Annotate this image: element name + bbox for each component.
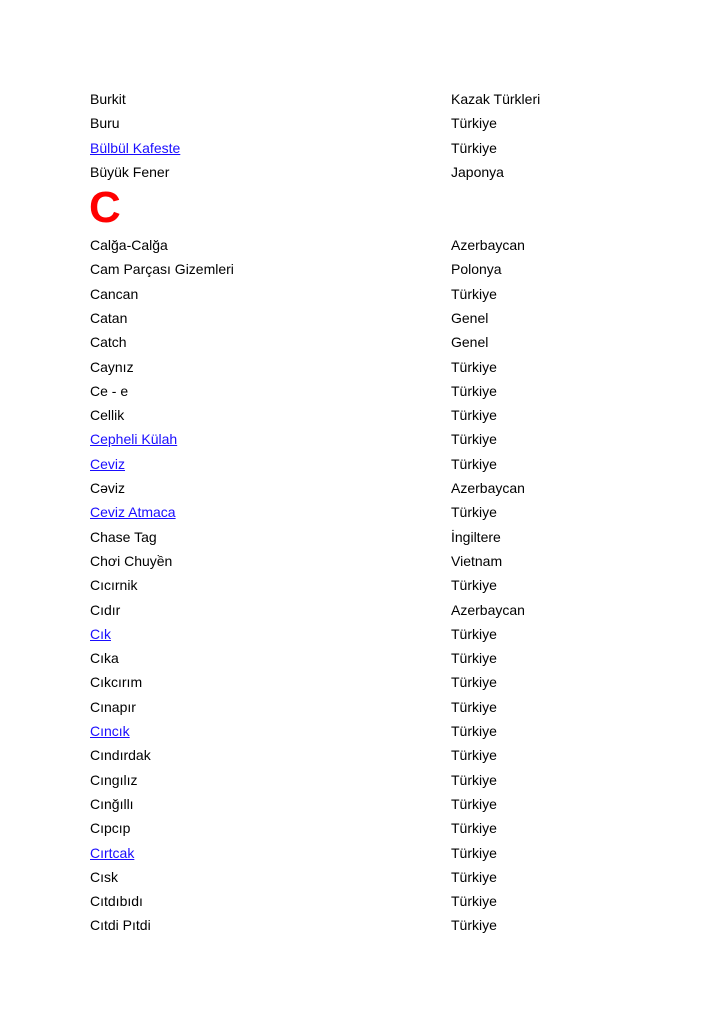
game-name: Calğa-Calğa xyxy=(90,237,168,253)
list-item xyxy=(90,793,650,815)
list-item xyxy=(90,380,650,402)
game-name: Cancan xyxy=(90,285,139,302)
list-item xyxy=(90,769,650,791)
game-name-link[interactable]: Cepheli Külah xyxy=(90,431,178,448)
list-item xyxy=(90,283,650,305)
list-item xyxy=(90,526,650,548)
list-item xyxy=(90,88,650,110)
list-item xyxy=(90,258,650,280)
list-item xyxy=(90,550,650,572)
list-item xyxy=(90,842,650,864)
game-name: Buru xyxy=(90,115,120,132)
country-name: Türkiye xyxy=(451,917,497,934)
list-item xyxy=(90,161,650,183)
country-name: Türkiye xyxy=(451,407,497,424)
country-name: Türkiye xyxy=(451,698,497,715)
game-name: Cıcırnik xyxy=(90,577,138,594)
game-name: Cıngılız xyxy=(90,771,138,788)
country-name: Türkiye xyxy=(451,747,497,764)
list-item xyxy=(90,307,650,329)
game-name: Catch xyxy=(90,334,127,351)
list-item xyxy=(90,404,650,426)
game-name: Cıpcıp xyxy=(90,820,131,837)
game-name: Cellik xyxy=(90,407,125,424)
game-name: Catan xyxy=(90,309,128,326)
game-name: Cıtdıbıdı xyxy=(90,893,143,910)
list-item xyxy=(90,647,650,669)
country-name: Türkiye xyxy=(451,650,497,667)
game-name-link[interactable]: Bülbül Kafeste xyxy=(90,139,181,156)
list-item xyxy=(90,501,650,523)
list-item xyxy=(90,356,650,378)
country-name: Azerbaycan xyxy=(451,237,525,253)
list-item xyxy=(90,914,650,936)
game-name: Chơi Chuyền xyxy=(90,552,173,569)
list-item xyxy=(90,671,650,693)
country-name: Türkiye xyxy=(451,771,497,788)
country-name: Japonya xyxy=(451,163,504,180)
country-name: Genel xyxy=(451,309,489,326)
country-name: Türkiye xyxy=(451,285,497,302)
country-name: Türkiye xyxy=(451,358,497,375)
country-name: Türkiye xyxy=(451,844,497,861)
country-name: Türkiye xyxy=(451,115,497,132)
game-name: Cıka xyxy=(90,650,119,667)
list-item xyxy=(90,137,650,159)
country-name: Türkiye xyxy=(451,455,497,472)
list-item xyxy=(90,453,650,475)
game-name: Büyük Fener xyxy=(90,163,170,180)
game-name: Cınğıllı xyxy=(90,795,134,812)
country-name: Türkiye xyxy=(451,820,497,837)
game-name-link[interactable]: Cık xyxy=(90,625,111,642)
game-name-link[interactable]: Cıncık xyxy=(90,723,130,739)
list-item xyxy=(90,331,650,353)
list-item xyxy=(90,428,650,450)
list-item xyxy=(90,623,650,645)
country-name: Azerbaycan xyxy=(451,601,525,618)
game-name: Chase Tag xyxy=(90,528,157,545)
list-item xyxy=(90,112,650,134)
country-name: Türkiye xyxy=(451,504,497,521)
country-name: Türkiye xyxy=(451,625,497,642)
game-name: Cısk xyxy=(90,868,118,885)
list-item xyxy=(90,720,650,742)
game-name: Ce - e xyxy=(90,382,129,399)
list-item xyxy=(90,817,650,839)
game-name: Cıtdi Pıtdi xyxy=(90,917,151,934)
country-name: Türkiye xyxy=(451,893,497,910)
list-item xyxy=(90,477,650,499)
game-name-link[interactable]: Cırtcak xyxy=(90,844,135,861)
country-name: Türkiye xyxy=(451,795,497,812)
game-name-link[interactable]: Ceviz Atmaca xyxy=(90,504,176,521)
country-name: Türkiye xyxy=(451,139,497,156)
country-name: İngiltere xyxy=(451,528,501,545)
list-item xyxy=(90,234,650,256)
game-name: Caynız xyxy=(90,358,134,375)
list-item xyxy=(90,890,650,912)
country-name: Genel xyxy=(451,334,489,351)
game-name: Cıdır xyxy=(90,601,121,618)
game-name: Cəviz xyxy=(90,480,126,496)
country-name: Azerbaycan xyxy=(451,480,525,496)
country-name: Türkiye xyxy=(451,674,497,691)
country-name: Türkiye xyxy=(451,577,497,594)
game-name: Cındırdak xyxy=(90,747,151,764)
game-name: Cıkcırım xyxy=(90,674,143,691)
game-name: Cınapır xyxy=(90,698,136,715)
country-name: Türkiye xyxy=(451,723,497,739)
country-name: Türkiye xyxy=(451,431,497,448)
game-name: Cam Parçası Gizemleri xyxy=(90,261,234,278)
country-name: Polonya xyxy=(451,261,502,278)
list-item xyxy=(90,866,650,888)
list-item xyxy=(90,599,650,621)
list-item xyxy=(90,574,650,596)
country-name: Türkiye xyxy=(451,382,497,399)
list-item xyxy=(90,696,650,718)
country-name: Vietnam xyxy=(451,552,503,569)
country-name: Türkiye xyxy=(451,868,497,885)
section-letter-heading: C xyxy=(89,183,121,232)
game-name: Burkit xyxy=(90,91,126,107)
country-name: Kazak Türkleri xyxy=(451,91,541,107)
list-item xyxy=(90,744,650,766)
game-name-link[interactable]: Ceviz xyxy=(90,455,126,472)
